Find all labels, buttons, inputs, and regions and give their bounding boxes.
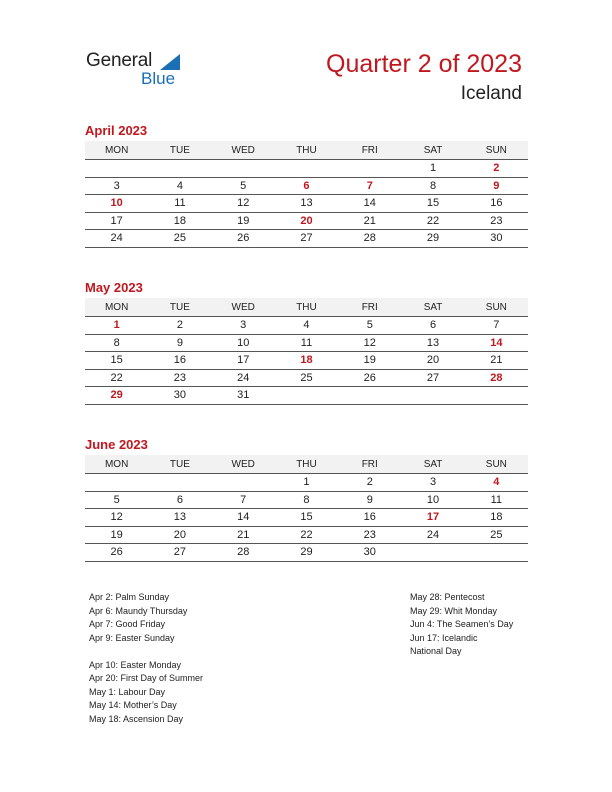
week-row	[85, 212, 528, 230]
week-row	[85, 352, 528, 370]
day-cell: 8	[275, 491, 338, 509]
holiday-note: Apr 9: Easter Sunday	[89, 632, 175, 643]
day-cell: 15	[85, 352, 148, 370]
weekday-header: WED	[212, 298, 275, 317]
weekday-header: THU	[275, 298, 338, 317]
weekday-header: MON	[85, 455, 148, 474]
day-cell: 12	[85, 509, 148, 527]
calendar-grid	[85, 455, 528, 562]
holiday-note	[89, 645, 203, 659]
month-block-april	[85, 123, 528, 248]
day-cell: 2	[148, 317, 211, 335]
week-row	[85, 526, 528, 544]
day-cell	[338, 387, 401, 405]
weekday-header: SUN	[465, 141, 528, 160]
day-cell: 20	[275, 212, 338, 230]
day-cell: 11	[465, 491, 528, 509]
day-cell: 25	[148, 230, 211, 248]
holiday-note: May 1: Labour Day	[89, 686, 166, 697]
day-cell: 26	[212, 230, 275, 248]
logo	[86, 50, 196, 90]
day-cell: 17	[85, 212, 148, 230]
weekday-header: THU	[275, 141, 338, 160]
weekday-header: SAT	[401, 455, 464, 474]
weekday-header: FRI	[338, 298, 401, 317]
day-cell: 4	[465, 474, 528, 492]
day-cell: 6	[148, 491, 211, 509]
day-cell: 21	[338, 212, 401, 230]
day-cell	[212, 160, 275, 178]
day-cell: 3	[401, 474, 464, 492]
week-row	[85, 369, 528, 387]
day-cell: 1	[85, 317, 148, 335]
holiday-note: May 14: Mother’s Day	[89, 700, 177, 710]
day-cell: 30	[465, 230, 528, 248]
weekday-header: FRI	[338, 141, 401, 160]
day-cell: 27	[148, 544, 211, 562]
week-row	[85, 491, 528, 509]
holiday-note: Apr 6: Maundy Thursday	[89, 605, 188, 616]
week-row	[85, 509, 528, 527]
day-cell: 22	[275, 526, 338, 544]
weekday-header: FRI	[338, 455, 401, 474]
month-title: May 2023	[85, 280, 143, 295]
week-row	[85, 177, 528, 195]
day-cell: 15	[401, 195, 464, 213]
holiday-note: May 18: Ascension Day	[89, 713, 184, 724]
day-cell: 24	[401, 526, 464, 544]
day-cell: 21	[212, 526, 275, 544]
day-cell: 14	[465, 334, 528, 352]
weekday-header: TUE	[148, 298, 211, 317]
day-cell	[275, 387, 338, 405]
day-cell	[338, 160, 401, 178]
holiday-note: Apr 2: Palm Sunday	[89, 592, 170, 602]
day-cell: 16	[148, 352, 211, 370]
day-cell: 18	[148, 212, 211, 230]
calendar-grid	[85, 141, 528, 248]
weekday-header: MON	[85, 298, 148, 317]
day-cell: 12	[212, 195, 275, 213]
holiday-note: National Day	[410, 646, 462, 656]
holiday-notes-left	[89, 591, 203, 726]
day-cell: 19	[338, 352, 401, 370]
day-cell: 29	[401, 230, 464, 248]
holiday-note: May 29: Whit Monday	[410, 605, 498, 616]
day-cell: 19	[212, 212, 275, 230]
day-cell: 21	[465, 352, 528, 370]
day-cell: 10	[212, 334, 275, 352]
weekday-header: WED	[212, 455, 275, 474]
day-cell: 3	[212, 317, 275, 335]
week-row	[85, 387, 528, 405]
logo-triangle-icon	[160, 54, 180, 70]
day-cell: 3	[85, 177, 148, 195]
day-cell: 7	[212, 491, 275, 509]
day-cell: 8	[401, 177, 464, 195]
day-cell: 18	[465, 509, 528, 527]
country-name: Iceland	[460, 83, 522, 104]
month-title: April 2023	[85, 123, 148, 138]
weekday-header: SUN	[465, 298, 528, 317]
day-cell	[85, 474, 148, 492]
day-cell: 8	[85, 334, 148, 352]
day-cell: 4	[148, 177, 211, 195]
day-cell: 25	[275, 369, 338, 387]
day-cell: 7	[338, 177, 401, 195]
day-cell: 11	[275, 334, 338, 352]
day-cell	[212, 474, 275, 492]
weekday-header: TUE	[148, 141, 211, 160]
page-title: Quarter 2 of 2023	[326, 50, 522, 78]
week-row	[85, 334, 528, 352]
day-cell	[401, 387, 464, 405]
day-cell: 23	[338, 526, 401, 544]
day-cell: 2	[338, 474, 401, 492]
weekday-header: TUE	[148, 455, 211, 474]
day-cell	[401, 544, 464, 562]
day-cell: 13	[275, 195, 338, 213]
week-row	[85, 474, 528, 492]
month-title: June 2023	[85, 437, 148, 452]
day-cell: 17	[401, 509, 464, 527]
day-cell: 28	[338, 230, 401, 248]
day-cell: 29	[275, 544, 338, 562]
week-row	[85, 195, 528, 213]
day-cell: 12	[338, 334, 401, 352]
holiday-note: Apr 20: First Day of Summer	[89, 673, 204, 683]
week-row	[85, 160, 528, 178]
day-cell: 28	[212, 544, 275, 562]
logo-general-text: General	[86, 50, 153, 71]
day-cell: 27	[275, 230, 338, 248]
day-cell: 10	[401, 491, 464, 509]
day-cell: 9	[148, 334, 211, 352]
day-cell: 16	[465, 195, 528, 213]
day-cell: 28	[465, 369, 528, 387]
week-row	[85, 317, 528, 335]
day-cell: 1	[275, 474, 338, 492]
weekday-header: SUN	[465, 455, 528, 474]
day-cell: 24	[212, 369, 275, 387]
day-cell: 6	[401, 317, 464, 335]
calendar-grid	[85, 298, 528, 405]
day-cell: 19	[85, 526, 148, 544]
day-cell: 24	[85, 230, 148, 248]
day-cell: 17	[212, 352, 275, 370]
weekday-header: WED	[212, 141, 275, 160]
day-cell	[465, 544, 528, 562]
day-cell: 13	[401, 334, 464, 352]
day-cell: 14	[338, 195, 401, 213]
week-row	[85, 230, 528, 248]
weekday-header: SAT	[401, 141, 464, 160]
month-block-may	[85, 280, 528, 405]
day-cell: 22	[401, 212, 464, 230]
holiday-note: Apr 10: Easter Monday	[89, 659, 182, 670]
day-cell: 5	[85, 491, 148, 509]
day-cell: 20	[401, 352, 464, 370]
day-cell: 26	[85, 544, 148, 562]
week-row	[85, 544, 528, 562]
day-cell: 9	[338, 491, 401, 509]
logo-blue-text: Blue	[141, 69, 176, 88]
day-cell: 27	[401, 369, 464, 387]
holiday-note: Jun 4: The Seamen’s Day	[410, 619, 514, 629]
day-cell: 31	[212, 387, 275, 405]
day-cell: 11	[148, 195, 211, 213]
day-cell	[148, 160, 211, 178]
day-cell: 18	[275, 352, 338, 370]
day-cell: 23	[465, 212, 528, 230]
weekday-header: THU	[275, 455, 338, 474]
day-cell: 15	[275, 509, 338, 527]
day-cell: 2	[465, 160, 528, 178]
day-cell	[465, 387, 528, 405]
day-cell: 6	[275, 177, 338, 195]
day-cell: 5	[338, 317, 401, 335]
day-cell	[85, 160, 148, 178]
day-cell	[275, 160, 338, 178]
day-cell: 9	[465, 177, 528, 195]
month-block-june	[85, 437, 528, 562]
day-cell: 26	[338, 369, 401, 387]
day-cell: 23	[148, 369, 211, 387]
holiday-note: Apr 7: Good Friday	[89, 619, 166, 629]
day-cell: 13	[148, 509, 211, 527]
day-cell: 30	[338, 544, 401, 562]
holiday-note: Jun 17: Icelandic	[410, 632, 478, 643]
day-cell: 7	[465, 317, 528, 335]
weekday-header: MON	[85, 141, 148, 160]
day-cell: 5	[212, 177, 275, 195]
day-cell: 29	[85, 387, 148, 405]
day-cell: 25	[465, 526, 528, 544]
day-cell: 16	[338, 509, 401, 527]
day-cell: 1	[401, 160, 464, 178]
day-cell: 10	[85, 195, 148, 213]
weekday-header: SAT	[401, 298, 464, 317]
day-cell	[148, 474, 211, 492]
day-cell: 4	[275, 317, 338, 335]
holiday-notes-right	[410, 591, 513, 659]
day-cell: 20	[148, 526, 211, 544]
day-cell: 22	[85, 369, 148, 387]
day-cell: 14	[212, 509, 275, 527]
holiday-note: May 28: Pentecost	[410, 592, 485, 602]
day-cell: 30	[148, 387, 211, 405]
